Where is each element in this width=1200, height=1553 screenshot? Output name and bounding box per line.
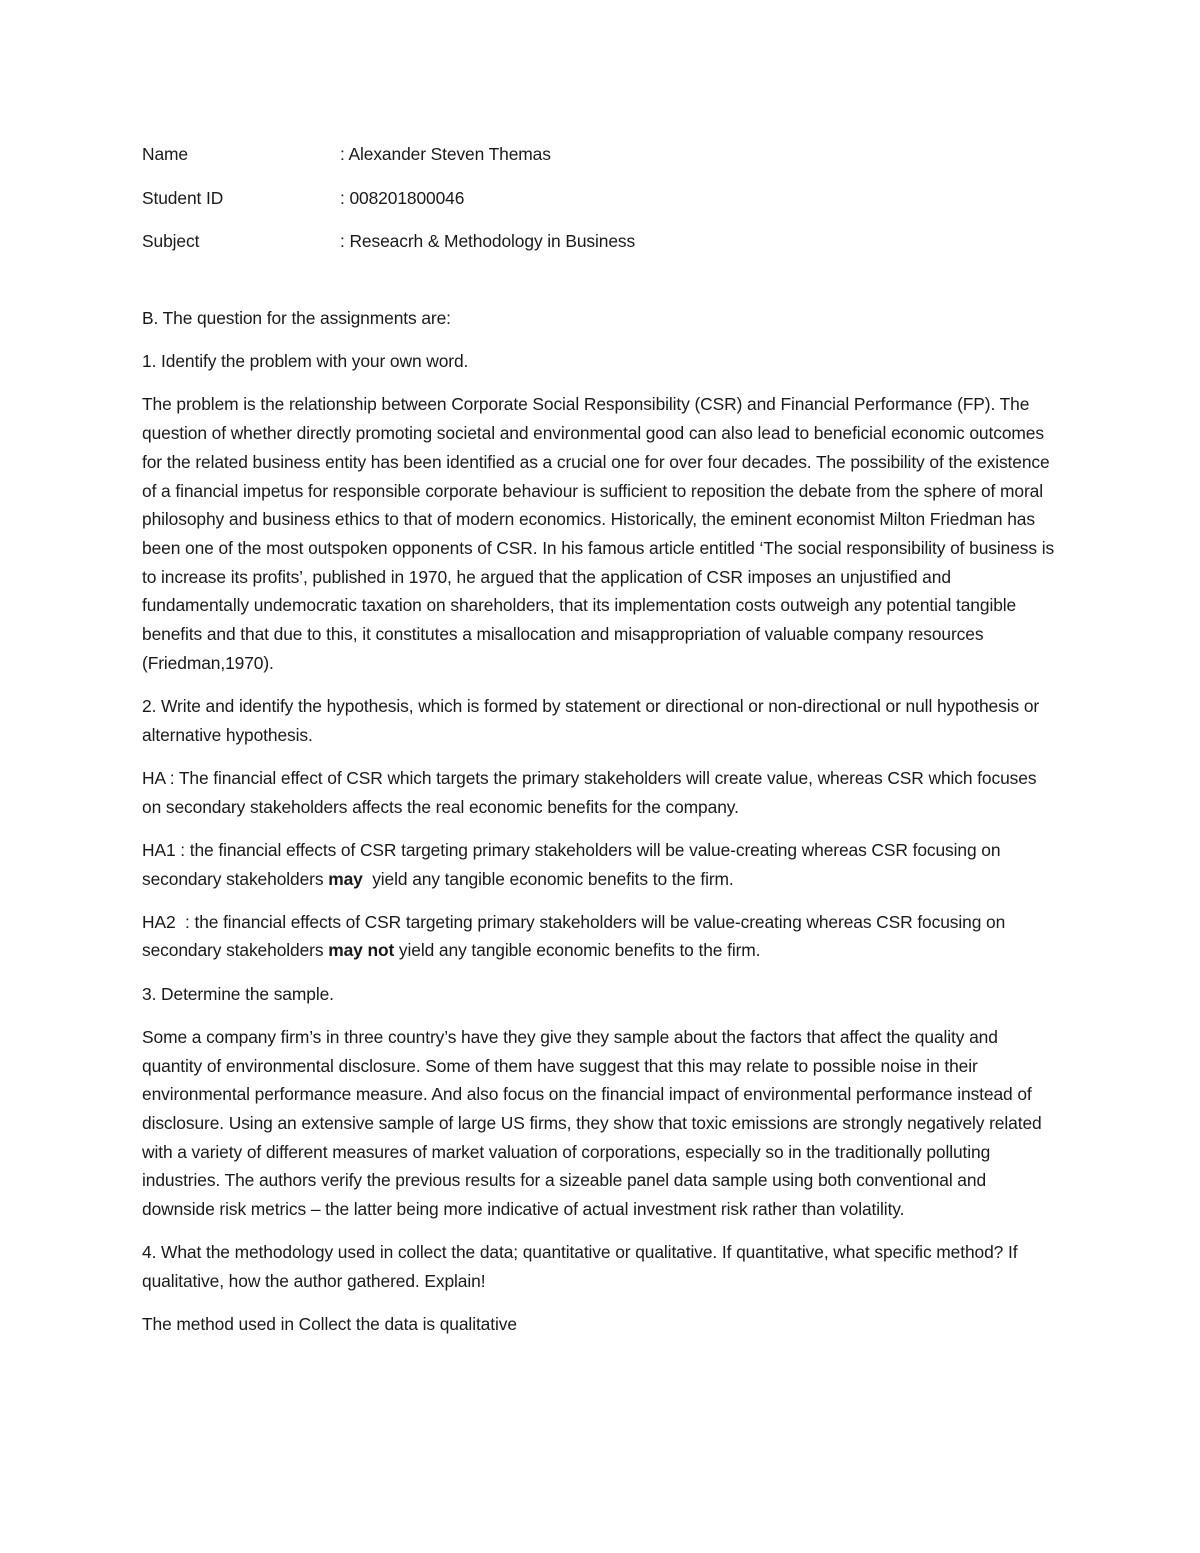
subject-label: Subject [142, 231, 200, 252]
ha1-text-start: HA1 : the financial effects of CSR targeting primary stakeholders will be value-creating whereas CSR focusing on secondary stakeholders [142, 839, 1001, 889]
document-content [142, 140, 1057, 1353]
student-id-label: Student ID [142, 187, 224, 208]
assignment-intro: B. The question for the assignments are: [142, 308, 451, 329]
student-id-value: : 008201800046 [340, 187, 465, 208]
question-2: 2. Write and identify the hypothesis, which is formed by statement or directional or non-directional or null hypothesis or alternative hypothesis. [142, 696, 1040, 745]
name-row [142, 140, 1057, 169]
question-1: 1. Identify the problem with your own word. [142, 351, 469, 372]
ha2-emphasis: may not [328, 940, 395, 961]
hypothesis-ha1 [142, 836, 1057, 893]
answer-1: The problem is the relationship between Corporate Social Responsibility (CSR) and Financial Performance (FP). The question of whether directly promoting societal and environmental good can also lead to beneficial economic outcomes for the related business entity has been identified as a crucial one for over four decades. The possibility of the existence of a financial impetus for responsible corporate behaviour is sufficient to reposition the debate from the sphere of moral philosophy and business ethics to that of modern economics. Historically, the eminent economist Milton Friedman has been one of the most outspoken opponents of CSR. In his famous article entitled ‘The social responsibility of business is to increase its profits’, published in 1970, he argued that the application of CSR imposes an unjustified and fundamentally undemocratic taxation on shareholders, that its implementation costs outweigh any potential tangible benefits and that due to this, it constitutes a misallocation and misappropriation of valuable company resources (Friedman,1970). [142, 394, 1055, 673]
hypothesis-ha2 [142, 908, 1057, 965]
name-value: : Alexander Steven Themas [340, 144, 551, 164]
name-label: Name [142, 144, 188, 164]
ha1-emphasis: may [328, 868, 363, 889]
question-4: 4. What the methodology used in collect the data; quantitative or qualitative. If quantitative, what specific method? If qualitative, how the author gathered. Explain! [142, 1242, 1018, 1291]
answer-3: Some a company firm’s in three country’s have they give they sample about the factors that affect the quality and quantity of environmental disclosure. Some of them have suggest that this may relate to possible noise in their environmental performance measure. And also focus on the financial impact of environmental performance instead of disclosure. Using an extensive sample of large US firms, they show that toxic emissions are strongly negatively related with a variety of different measures of market valuation of corporations, especially so in the traditionally polluting industries. The authors verify the previous results for a sizeable panel data sample using both conventional and downside risk metrics – the latter being more indicative of actual investment risk rather than volatility. [142, 1026, 1042, 1220]
student-info-block [142, 140, 1057, 256]
answer-4: The method used in Collect the data is qualitative [142, 1314, 517, 1335]
ha1-text-end: yield any tangible economic benefits to the firm. [362, 868, 734, 889]
subject-row [142, 227, 1057, 256]
question-3: 3. Determine the sample. [142, 983, 334, 1004]
ha2-text-end: yield any tangible economic benefits to the firm. [394, 940, 761, 961]
subject-value: : Reseacrh & Methodology in Business [340, 231, 636, 252]
student-id-row [142, 184, 1057, 213]
ha2-text-start: HA2 : the financial effects of CSR targeting primary stakeholders will be value-creating whereas CSR focusing on secondary stakeholders [142, 911, 1010, 961]
hypothesis-ha: HA : The financial effect of CSR which targets the primary stakeholders will create value, whereas CSR which focuses on secondary stakeholders affects the real economic benefits for the company. [142, 767, 1037, 817]
